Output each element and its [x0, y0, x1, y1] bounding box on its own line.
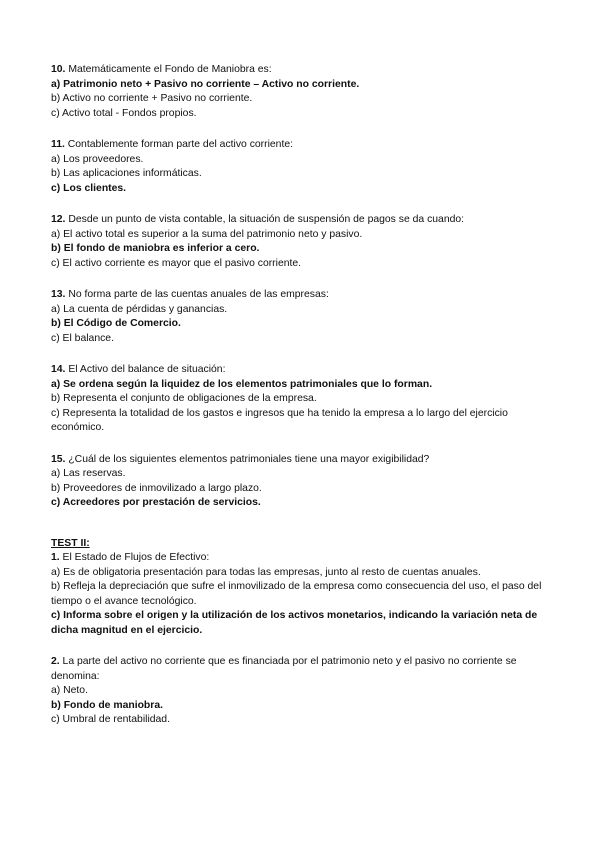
question: [51, 288, 551, 346]
question: [51, 63, 551, 121]
question-text: La parte del activo no corriente que es financiada por el patrimonio neto y el pasivo no corriente se denomina:: [51, 656, 517, 682]
answer-option: a) Las reservas.: [51, 468, 126, 479]
question-stem: [51, 63, 551, 78]
question-text: No forma parte de las cuentas anuales de las empresas:: [65, 289, 329, 300]
question-number: 15.: [51, 453, 66, 465]
answer-option: c) El activo corriente es mayor que el pasivo corriente.: [51, 257, 302, 269]
question-number: 2.: [51, 656, 60, 667]
correct-answer: c) Informa sobre el origen y la utilización de los activos monetarios, indicando la variación neta de dicha magnitud en el ejercicio.: [51, 610, 538, 636]
question-stem: [51, 551, 551, 566]
answer-option: c) Activo total - Fondos propios.: [51, 107, 197, 119]
answer-option: a) Los proveedores.: [51, 153, 144, 165]
correct-answer: c) Acreedores por prestación de servicios.: [51, 497, 261, 508]
question-number: 10.: [51, 64, 66, 75]
question: [51, 138, 551, 196]
question: [51, 363, 551, 436]
answer-option: a) Neto.: [51, 685, 88, 696]
answer-option: b) Las aplicaciones informáticas.: [51, 168, 202, 179]
answer-option: b) Proveedores de inmovilizado a largo plazo.: [51, 482, 262, 494]
answer-option: c) Umbral de rentabilidad.: [51, 714, 170, 725]
question-text: Matemáticamente el Fondo de Maniobra es:: [65, 64, 272, 75]
question-stem: [51, 363, 551, 378]
answer-option: a) La cuenta de pérdidas y ganancias.: [51, 303, 228, 315]
question-text: Contablemente forman parte del activo corriente:: [64, 139, 294, 150]
question: [51, 551, 551, 638]
document-page: [51, 63, 551, 745]
question-number: 14.: [51, 364, 66, 375]
question-stem: [51, 138, 551, 153]
question-stem: [51, 655, 551, 684]
correct-answer: a) Se ordena según la liquidez de los elementos patrimoniales que lo forman.: [51, 378, 433, 390]
answer-option: b) Representa el conjunto de obligaciones de la empresa.: [51, 393, 317, 404]
question-stem: [51, 213, 551, 228]
answer-option: b) Activo no corriente + Pasivo no corriente.: [51, 93, 253, 104]
question-stem: [51, 288, 551, 303]
correct-answer: b) El fondo de maniobra es inferior a cero.: [51, 243, 260, 254]
section-title: TEST II:: [51, 537, 90, 549]
correct-answer: a) Patrimonio neto + Pasivo no corriente – Activo no corriente.: [51, 78, 360, 90]
question-number: 12.: [51, 214, 66, 225]
question-number: 13.: [51, 289, 66, 300]
correct-answer: c) Los clientes.: [51, 182, 127, 194]
answer-option: b) Refleja la depreciación que sufre el inmovilizado de la empresa como consecuencia del uso, el paso del tiempo o el avance tecnológico.: [51, 581, 542, 607]
correct-answer: b) El Código de Comercio.: [51, 318, 181, 329]
answer-option: c) Representa la totalidad de los gastos e ingresos que ha tenido la empresa a lo largo del ejercicio económico.: [51, 407, 508, 433]
test-i-questions: [51, 63, 551, 511]
correct-answer: b) Fondo de maniobra.: [51, 699, 163, 711]
question-stem: [51, 453, 551, 468]
question-text: Desde un punto de vista contable, la situación de suspensión de pagos se da cuando:: [65, 214, 465, 225]
question-number: 11.: [51, 139, 65, 150]
question: [51, 213, 551, 271]
test-ii-questions: [51, 551, 551, 728]
question: [51, 453, 551, 511]
answer-option: a) El activo total es superior a la suma del patrimonio neto y pasivo.: [51, 228, 363, 240]
answer-option: a) Es de obligatoria presentación para todas las empresas, junto al resto de cuentas anuales.: [51, 566, 481, 578]
answer-option: c) El balance.: [51, 332, 114, 344]
question: [51, 655, 551, 728]
question-text: El Estado de Flujos de Efectivo:: [59, 552, 210, 563]
question-text: ¿Cuál de los siguientes elementos patrimoniales tiene una mayor exigibilidad?: [65, 453, 430, 465]
question-text: El Activo del balance de situación:: [65, 364, 226, 375]
question-number: 1.: [51, 552, 60, 563]
